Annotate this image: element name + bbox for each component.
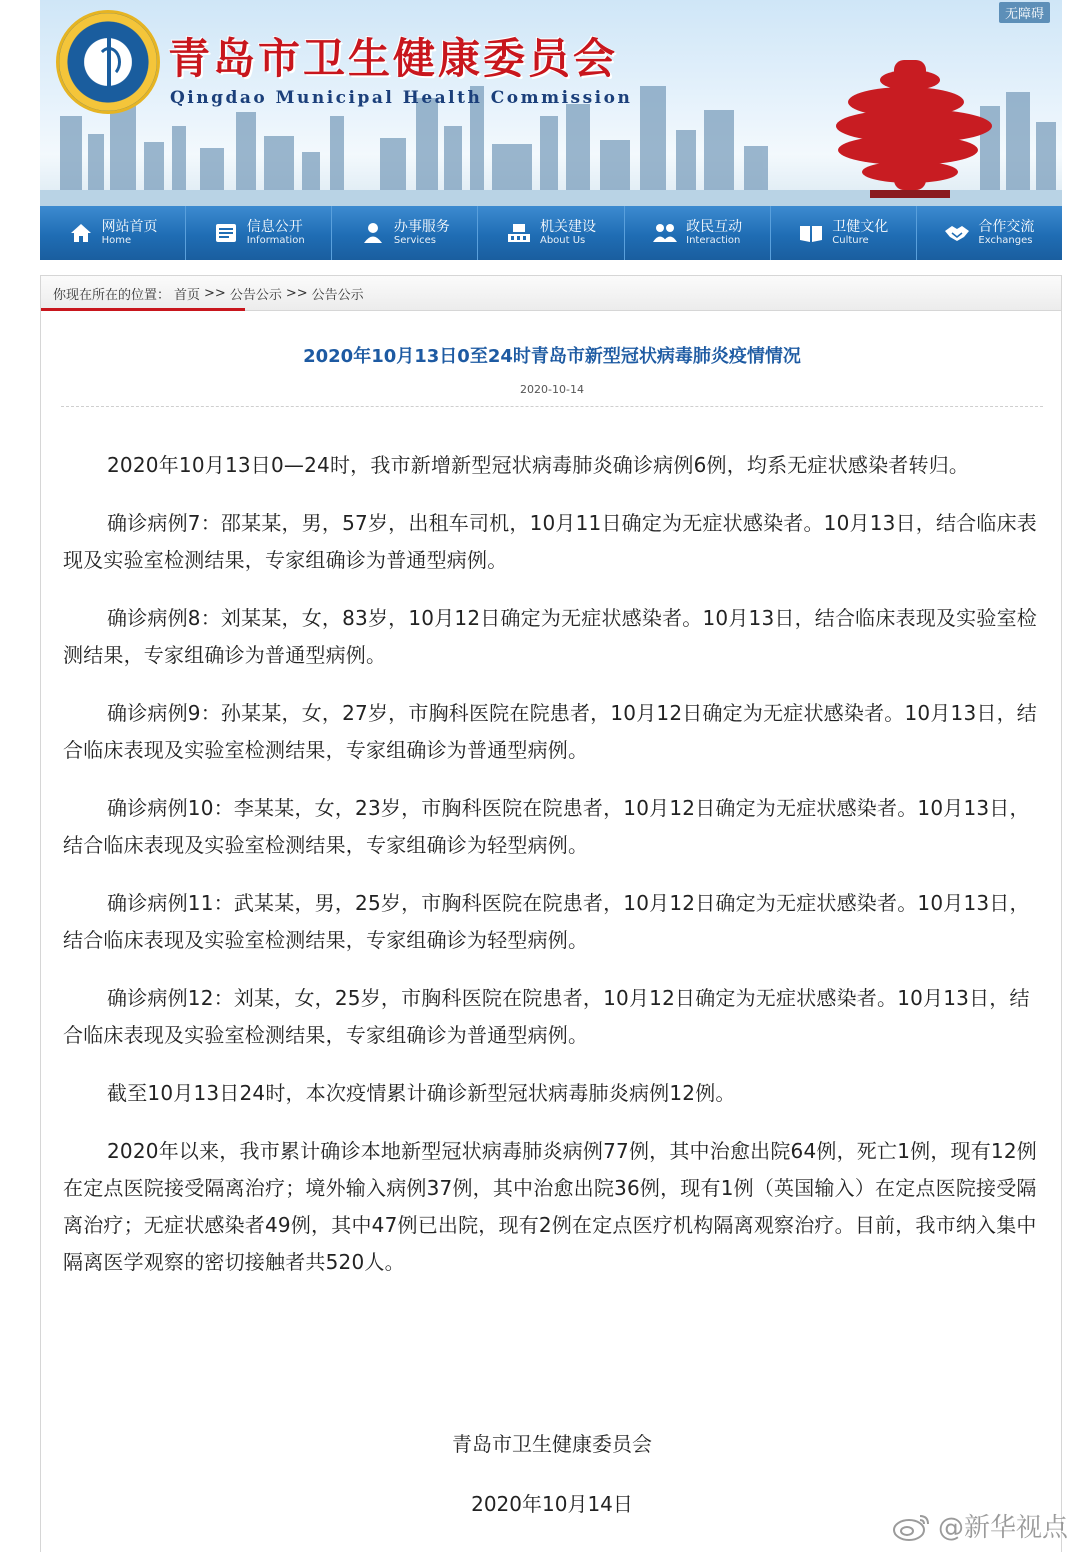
nav-sublabel: About Us [539,235,586,247]
book-icon [798,222,824,244]
accessibility-link[interactable]: 无障碍 [999,2,1050,23]
article-paragraph: 确诊病例10：李某某，女，23岁，市胸科医院在院患者，10月12日确定为无症状感染者。10月13日，结合临床表现及实验室检测结果，专家组确诊为轻型病例。 [63,796,1030,857]
article-paragraph: 确诊病例8：刘某某，女，83岁，10月12日确定为无症状感染者。10月13日，结合临床表现及实验室检测结果，专家组确诊为普通型病例。 [63,606,1037,667]
weibo-icon [892,1510,932,1542]
handshake-icon [944,222,970,244]
article-paragraph: 确诊病例12：刘某，女，25岁，市胸科医院在院患者，10月12日确定为无症状感染者。10月13日，结合临床表现及实验室检测结果，专家组确诊为普通型病例。 [63,986,1030,1047]
nav-item-culture[interactable] [771,206,917,260]
nav-sublabel: Information [246,235,305,247]
nav-label: 卫健文化 [832,218,889,235]
people-icon [652,222,678,244]
watermark-text: @新华视点 [937,1513,1068,1543]
main-nav [40,206,1062,260]
nav-item-home[interactable] [40,206,186,260]
nav-label: 信息公开 [246,218,303,235]
building-icon [506,222,532,244]
breadcrumb [40,275,1062,311]
breadcrumb-current[interactable]: 公告公示 [311,287,364,303]
article-title: 2020年10月13日0至24时青岛市新型冠状病毒肺炎疫情情况 [303,346,801,367]
nav-label: 网站首页 [101,218,158,235]
nav-label: 机关建设 [539,218,596,235]
breadcrumb-separator: >> [204,285,226,301]
title-divider [61,406,1043,407]
site-title: 青岛市卫生健康委员会 [168,34,619,83]
nav-sublabel: Exchanges [978,235,1033,247]
article-paragraph: 确诊病例7：邵某某，男，57岁，出租车司机，10月11日确定为无症状感染者。10月13日，结合临床表现及实验室检测结果，专家组确诊为普通型病例。 [63,511,1037,572]
person-icon [360,222,386,244]
home-icon [68,222,94,244]
weibo-watermark [892,1507,1068,1544]
nav-item-interaction[interactable] [625,206,771,260]
nav-sublabel: Home [101,235,132,247]
article-date: 2020-10-14 [520,383,584,396]
nav-sublabel: Culture [832,235,869,247]
breadcrumb-separator: >> [285,285,308,301]
article-sign-date: 2020年10月14日 [471,1492,633,1516]
may-fourth-sculpture-icon [810,40,1010,205]
nav-label: 办事服务 [393,218,450,235]
article-signature: 青岛市卫生健康委员会 [452,1432,652,1456]
nav-label: 合作交流 [978,218,1035,235]
nav-item-services[interactable] [332,206,478,260]
article-paragraph: 确诊病例11：武某某，男，25岁，市胸科医院在院患者，10月12日确定为无症状感染者。10月13日，结合临床表现及实验室检测结果，专家组确诊为轻型病例。 [63,891,1030,952]
nav-sublabel: Services [393,235,437,247]
article-paragraph: 确诊病例9：孙某某，女，27岁，市胸科医院在院患者，10月12日确定为无症状感染者。10月13日，结合临床表现及实验室检测结果，专家组确诊为普通型病例。 [63,701,1037,762]
nav-item-about-us[interactable] [478,206,624,260]
breadcrumb-home[interactable]: 首页 [174,287,201,303]
article-paragraph: 2020年以来，我市累计确诊本地新型冠状病毒肺炎病例77例，其中治愈出院64例，死亡1例，现有12例在定点医院接受隔离治疗；境外输入病例37例，其中治愈出院36例，现有1例（英国输入）在定点医院接受隔离治疗；无症状感染者49例，其中47例已出院，现有2例在定点医疗机构隔离观察治疗。目前，我市纳入集中隔离医学观察的密切接触者共520人。 [63,1139,1037,1274]
commission-seal-logo [56,10,160,114]
article-paragraph: 2020年10月13日0—24时，我市新增新型冠状病毒肺炎确诊病例6例，均系无症状感染者转归。 [107,453,970,477]
nav-item-information[interactable] [186,206,332,260]
nav-sublabel: Interaction [686,235,741,247]
breadcrumb-prefix: 你现在所在的位置： [53,287,171,303]
list-icon [213,222,239,244]
nav-label: 政民互动 [686,218,743,235]
breadcrumb-notices[interactable]: 公告公示 [229,287,282,303]
site-subtitle: Qingdao Municipal Health Commission [170,88,633,108]
nav-item-exchanges[interactable] [917,206,1062,260]
article-paragraph: 截至10月13日24时，本次疫情累计确诊新型冠状病毒肺炎病例12例。 [107,1081,736,1105]
site-banner [40,0,1062,206]
article-container [40,311,1062,1552]
article-body [63,447,1043,1302]
